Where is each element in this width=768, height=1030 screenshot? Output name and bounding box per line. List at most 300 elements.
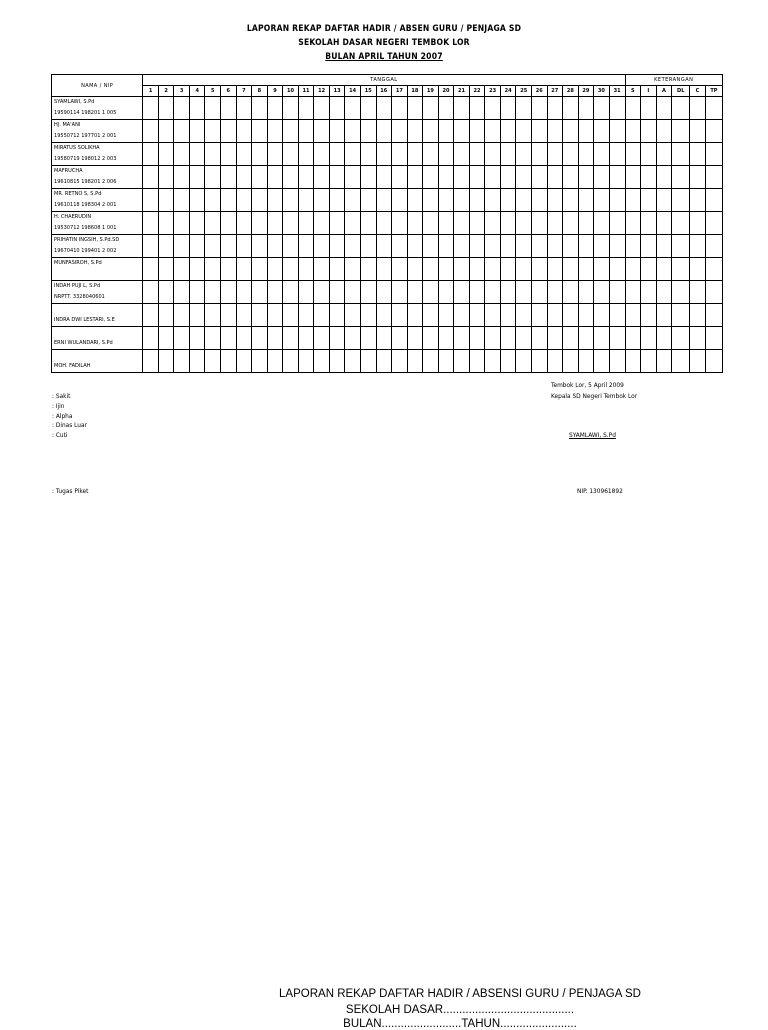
attendance-cell: [267, 120, 283, 143]
attendance-cell: [205, 258, 221, 281]
day-header: 23: [485, 86, 501, 97]
attendance-cell: [329, 212, 345, 235]
attendance-cell: [189, 258, 205, 281]
table-row: [52, 120, 723, 143]
attendance-cell: [672, 281, 690, 304]
attendance-cell: [705, 327, 722, 350]
attendance-cell: [314, 327, 330, 350]
attendance-cell: [705, 120, 722, 143]
attendance-cell: [531, 258, 547, 281]
attendance-cell: [469, 350, 485, 373]
attendance-cell: [283, 327, 299, 350]
attendance-cell: [252, 350, 268, 373]
day-header: 27: [547, 86, 563, 97]
attendance-cell: [158, 258, 174, 281]
table-row: [52, 258, 723, 281]
attendance-cell: [578, 281, 594, 304]
attendance-cell: [392, 212, 408, 235]
attendance-cell: [438, 281, 454, 304]
footer-period: BULAN.........................TAHUN........................: [343, 1018, 577, 1030]
day-header: 12: [314, 86, 330, 97]
attendance-cell: [360, 120, 376, 143]
attendance-cell: [531, 304, 547, 327]
day-header: 19: [423, 86, 439, 97]
attendance-cell: [705, 258, 722, 281]
attendance-cell: [423, 120, 439, 143]
attendance-cell: [423, 235, 439, 258]
table-row: [52, 97, 723, 120]
attendance-cell: [594, 189, 610, 212]
day-header: 4: [189, 86, 205, 97]
attendance-cell: [656, 327, 672, 350]
attendance-cell: [360, 166, 376, 189]
attendance-cell: [283, 120, 299, 143]
attendance-cell: [267, 97, 283, 120]
attendance-cell: [376, 281, 392, 304]
attendance-cell: [594, 281, 610, 304]
attendance-cell: [314, 212, 330, 235]
attendance-cell: [283, 143, 299, 166]
attendance-cell: [174, 212, 190, 235]
attendance-cell: [252, 166, 268, 189]
report-period: BULAN APRIL TAHUN 2007: [325, 52, 443, 62]
attendance-cell: [267, 143, 283, 166]
attendance-cell: [500, 97, 516, 120]
attendance-cell: [641, 350, 657, 373]
attendance-cell: [158, 120, 174, 143]
attendance-cell: [672, 327, 690, 350]
attendance-cell: [469, 258, 485, 281]
attendance-cell: [236, 258, 252, 281]
day-header: 9: [267, 86, 283, 97]
staff-name-cell: [52, 258, 143, 281]
attendance-cell: [221, 235, 237, 258]
attendance-cell: [345, 166, 361, 189]
attendance-cell: [454, 97, 470, 120]
day-header: 3: [174, 86, 190, 97]
attendance-cell: [329, 281, 345, 304]
attendance-cell: [298, 212, 314, 235]
staff-name: PRIHATIN INGSIH, S.Pd.SD: [54, 237, 120, 243]
attendance-cell: [609, 350, 625, 373]
staff-name-cell: [52, 97, 143, 120]
attendance-cell: [252, 258, 268, 281]
attendance-cell: [345, 304, 361, 327]
day-header: 14: [345, 86, 361, 97]
attendance-cell: [625, 281, 641, 304]
attendance-cell: [672, 304, 690, 327]
attendance-cell: [221, 350, 237, 373]
attendance-cell: [531, 350, 547, 373]
legend-cuti: : Cuti: [52, 431, 68, 439]
attendance-cell: [656, 281, 672, 304]
day-header: 16: [376, 86, 392, 97]
attendance-cell: [454, 120, 470, 143]
attendance-cell: [516, 212, 532, 235]
attendance-cell: [578, 235, 594, 258]
attendance-cell: [500, 166, 516, 189]
staff-nip: INDRA DWI LESTARI, S.E: [54, 317, 115, 323]
attendance-cell: [454, 189, 470, 212]
attendance-cell: [609, 97, 625, 120]
attendance-cell: [578, 258, 594, 281]
attendance-cell: [609, 281, 625, 304]
attendance-cell: [174, 166, 190, 189]
attendance-cell: [594, 166, 610, 189]
attendance-cell: [705, 97, 722, 120]
attendance-cell: [376, 97, 392, 120]
footer-school: SEKOLAH DASAR.........................................: [345, 1004, 575, 1016]
attendance-cell: [547, 235, 563, 258]
attendance-cell: [438, 166, 454, 189]
attendance-cell: [236, 97, 252, 120]
attendance-cell: [454, 327, 470, 350]
attendance-cell: [656, 304, 672, 327]
attendance-cell: [594, 97, 610, 120]
table-row: [52, 143, 723, 166]
day-header: 2: [158, 86, 174, 97]
attendance-cell: [563, 235, 579, 258]
attendance-cell: [563, 189, 579, 212]
attendance-cell: [267, 189, 283, 212]
attendance-cell: [267, 281, 283, 304]
attendance-cell: [298, 97, 314, 120]
attendance-cell: [314, 189, 330, 212]
attendance-cell: [189, 304, 205, 327]
attendance-cell: [485, 258, 501, 281]
attendance-cell: [547, 281, 563, 304]
attendance-cell: [376, 327, 392, 350]
attendance-cell: [672, 97, 690, 120]
attendance-cell: [594, 327, 610, 350]
attendance-cell: [205, 166, 221, 189]
day-header: 17: [392, 86, 408, 97]
attendance-cell: [531, 327, 547, 350]
attendance-cell: [376, 235, 392, 258]
attendance-cell: [392, 258, 408, 281]
attendance-cell: [392, 281, 408, 304]
attendance-cell: [485, 212, 501, 235]
staff-name-cell: [52, 327, 143, 350]
attendance-cell: [407, 327, 423, 350]
attendance-cell: [143, 350, 159, 373]
staff-name: MUNFASIROH, S.Pd: [54, 260, 102, 266]
attendance-cell: [376, 304, 392, 327]
table-row: [52, 235, 723, 258]
attendance-cell: [516, 350, 532, 373]
staff-name: MR. RETNO S, S.Pd: [54, 191, 102, 197]
attendance-cell: [189, 97, 205, 120]
attendance-cell: [469, 212, 485, 235]
attendance-cell: [454, 212, 470, 235]
attendance-cell: [158, 327, 174, 350]
attendance-cell: [345, 235, 361, 258]
attendance-cell: [423, 143, 439, 166]
attendance-cell: [205, 350, 221, 373]
attendance-cell: [423, 166, 439, 189]
attendance-cell: [672, 258, 690, 281]
staff-name-cell: [52, 281, 143, 304]
attendance-cell: [252, 327, 268, 350]
attendance-cell: [563, 97, 579, 120]
attendance-cell: [329, 258, 345, 281]
info-code-header: TP: [705, 86, 722, 97]
attendance-cell: [705, 235, 722, 258]
staff-name-cell: [52, 350, 143, 373]
day-header: 28: [563, 86, 579, 97]
day-header: 29: [578, 86, 594, 97]
attendance-cell: [656, 235, 672, 258]
table-row: [52, 212, 723, 235]
attendance-cell: [625, 350, 641, 373]
signature-nip: NIP. 130961892: [577, 487, 623, 495]
attendance-cell: [531, 166, 547, 189]
attendance-cell: [423, 304, 439, 327]
attendance-cell: [705, 189, 722, 212]
attendance-cell: [143, 304, 159, 327]
attendance-cell: [360, 350, 376, 373]
attendance-cell: [641, 281, 657, 304]
attendance-cell: [236, 235, 252, 258]
attendance-cell: [485, 350, 501, 373]
attendance-cell: [547, 143, 563, 166]
attendance-cell: [625, 304, 641, 327]
attendance-cell: [563, 327, 579, 350]
attendance-cell: [392, 166, 408, 189]
attendance-cell: [516, 258, 532, 281]
attendance-cell: [298, 350, 314, 373]
attendance-cell: [547, 189, 563, 212]
attendance-cell: [690, 120, 706, 143]
staff-nip: 19610118 198304 2 001: [54, 202, 117, 208]
attendance-cell: [656, 97, 672, 120]
attendance-cell: [625, 166, 641, 189]
attendance-cell: [454, 281, 470, 304]
attendance-table: [51, 74, 723, 373]
attendance-cell: [594, 258, 610, 281]
attendance-cell: [392, 120, 408, 143]
attendance-cell: [189, 166, 205, 189]
attendance-cell: [283, 304, 299, 327]
attendance-cell: [221, 304, 237, 327]
attendance-cell: [174, 235, 190, 258]
legend-alpha: : Alpha: [52, 412, 73, 420]
table-row: [52, 327, 723, 350]
attendance-cell: [252, 235, 268, 258]
attendance-cell: [609, 258, 625, 281]
attendance-cell: [705, 166, 722, 189]
attendance-cell: [314, 235, 330, 258]
attendance-cell: [531, 189, 547, 212]
attendance-cell: [516, 327, 532, 350]
day-header: 10: [283, 86, 299, 97]
attendance-cell: [594, 120, 610, 143]
signature-place-date: Tembok Lor, 5 April 2009: [551, 381, 624, 389]
attendance-cell: [158, 304, 174, 327]
attendance-cell: [314, 281, 330, 304]
attendance-cell: [563, 212, 579, 235]
attendance-cell: [360, 189, 376, 212]
attendance-cell: [469, 327, 485, 350]
attendance-cell: [329, 120, 345, 143]
attendance-cell: [345, 281, 361, 304]
legend-dinas-luar: : Dinas Luar: [52, 421, 87, 429]
attendance-cell: [578, 350, 594, 373]
attendance-cell: [267, 212, 283, 235]
table-row: [52, 281, 723, 304]
attendance-cell: [252, 97, 268, 120]
staff-nip: 19670410 199401 2 002: [54, 248, 117, 254]
attendance-cell: [267, 350, 283, 373]
attendance-cell: [578, 189, 594, 212]
attendance-cell: [609, 189, 625, 212]
attendance-cell: [516, 189, 532, 212]
day-header: 26: [531, 86, 547, 97]
attendance-cell: [158, 235, 174, 258]
staff-nip: NRPTT. 3328040601: [54, 294, 105, 300]
attendance-cell: [438, 350, 454, 373]
attendance-cell: [283, 258, 299, 281]
day-header: 13: [329, 86, 345, 97]
attendance-cell: [283, 166, 299, 189]
attendance-cell: [454, 166, 470, 189]
attendance-cell: [454, 143, 470, 166]
attendance-cell: [641, 304, 657, 327]
attendance-cell: [563, 143, 579, 166]
attendance-cell: [407, 258, 423, 281]
attendance-cell: [298, 327, 314, 350]
attendance-cell: [174, 97, 190, 120]
attendance-cell: [516, 120, 532, 143]
attendance-cell: [174, 350, 190, 373]
day-header: 7: [236, 86, 252, 97]
staff-nip: ERNI WULANDARI, S.Pd: [54, 340, 113, 346]
attendance-cell: [143, 258, 159, 281]
attendance-cell: [158, 189, 174, 212]
attendance-cell: [205, 304, 221, 327]
attendance-cell: [236, 143, 252, 166]
attendance-cell: [158, 143, 174, 166]
attendance-cell: [314, 258, 330, 281]
signature-name: SYAMLAWI, S.Pd: [569, 431, 616, 439]
attendance-cell: [407, 120, 423, 143]
attendance-cell: [329, 235, 345, 258]
attendance-cell: [252, 120, 268, 143]
day-header: 6: [221, 86, 237, 97]
attendance-cell: [345, 327, 361, 350]
attendance-cell: [563, 258, 579, 281]
attendance-cell: [578, 304, 594, 327]
attendance-cell: [438, 212, 454, 235]
attendance-cell: [438, 120, 454, 143]
attendance-cell: [189, 189, 205, 212]
attendance-cell: [189, 281, 205, 304]
attendance-cell: [158, 350, 174, 373]
attendance-cell: [360, 212, 376, 235]
attendance-cell: [205, 120, 221, 143]
attendance-cell: [594, 235, 610, 258]
attendance-cell: [407, 304, 423, 327]
attendance-cell: [609, 166, 625, 189]
attendance-cell: [594, 350, 610, 373]
attendance-cell: [158, 212, 174, 235]
attendance-cell: [438, 97, 454, 120]
attendance-cell: [547, 120, 563, 143]
staff-name: H. CHAERUDIN: [54, 214, 92, 220]
attendance-cell: [438, 235, 454, 258]
attendance-cell: [236, 304, 252, 327]
attendance-cell: [609, 212, 625, 235]
attendance-cell: [625, 235, 641, 258]
day-header: 15: [360, 86, 376, 97]
attendance-cell: [438, 327, 454, 350]
attendance-cell: [283, 350, 299, 373]
attendance-cell: [174, 120, 190, 143]
attendance-cell: [360, 143, 376, 166]
attendance-cell: [705, 281, 722, 304]
attendance-cell: [314, 166, 330, 189]
attendance-cell: [641, 212, 657, 235]
attendance-cell: [531, 212, 547, 235]
info-group-header: KETERANGAN: [625, 75, 722, 86]
attendance-cell: [469, 189, 485, 212]
attendance-cell: [314, 97, 330, 120]
attendance-cell: [547, 304, 563, 327]
attendance-cell: [283, 281, 299, 304]
attendance-cell: [625, 258, 641, 281]
attendance-cell: [547, 97, 563, 120]
date-group-header: TANGGAL: [143, 75, 625, 86]
attendance-cell: [578, 166, 594, 189]
attendance-cell: [531, 143, 547, 166]
attendance-cell: [423, 350, 439, 373]
staff-name-cell: [52, 189, 143, 212]
day-header: 25: [516, 86, 532, 97]
attendance-cell: [656, 189, 672, 212]
attendance-cell: [516, 166, 532, 189]
attendance-cell: [283, 97, 299, 120]
attendance-cell: [690, 235, 706, 258]
attendance-cell: [376, 350, 392, 373]
attendance-cell: [360, 327, 376, 350]
attendance-cell: [314, 120, 330, 143]
attendance-cell: [672, 189, 690, 212]
attendance-cell: [672, 235, 690, 258]
attendance-cell: [500, 327, 516, 350]
attendance-cell: [376, 143, 392, 166]
attendance-cell: [252, 281, 268, 304]
attendance-cell: [438, 189, 454, 212]
attendance-cell: [516, 304, 532, 327]
attendance-cell: [454, 350, 470, 373]
attendance-cell: [267, 166, 283, 189]
table-row: [52, 189, 723, 212]
day-header: 20: [438, 86, 454, 97]
attendance-cell: [563, 166, 579, 189]
attendance-cell: [609, 235, 625, 258]
attendance-cell: [690, 166, 706, 189]
attendance-cell: [625, 212, 641, 235]
attendance-cell: [221, 166, 237, 189]
attendance-cell: [641, 189, 657, 212]
attendance-cell: [267, 327, 283, 350]
staff-nip: 19550712 197701 2 001: [54, 133, 117, 139]
attendance-cell: [641, 120, 657, 143]
attendance-cell: [578, 143, 594, 166]
day-header: 18: [407, 86, 423, 97]
report-title: LAPORAN REKAP DAFTAR HADIR / ABSEN GURU / PENJAGA SD: [246, 24, 522, 34]
attendance-cell: [360, 304, 376, 327]
